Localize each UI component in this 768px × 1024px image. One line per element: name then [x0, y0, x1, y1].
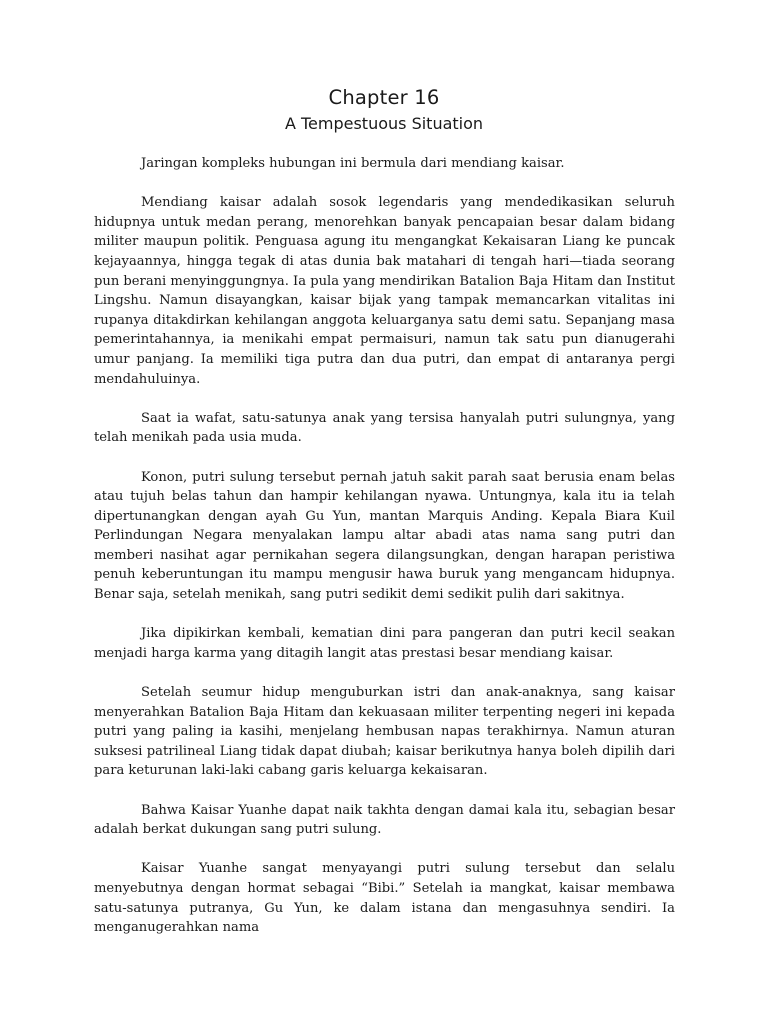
paragraph: Saat ia wafat, satu-satunya anak yang tersisa hanyalah putri sulungnya, yang telah menikah pada usia muda.	[94, 410, 675, 446]
paragraph: Konon, putri sulung tersebut pernah jatuh sakit parah saat berusia enam belas atau tujuh belas tahun dan hampir kehilangan nyawa. Untungnya, kala itu ia telah dipertunangkan dengan ayah Gu Yun, mantan Marquis Anding. Kepala Biara Kuil Perlindungan Negara menyalakan lampu altar abadi atas nama sang putri dan memberi nasihat agar pernikahan segera dilangsungkan, dengan harapan peristiwa penuh keberuntungan itu mampu mengusir hawa buruk yang mengancam hidupnya. Benar saja, setelah menikah, sang putri sedikit demi sedikit pulih dari sakitnya.	[94, 469, 675, 603]
paragraph: Mendiang kaisar adalah sosok legendaris yang mendedikasikan seluruh hidupnya untuk medan perang, menorehkan banyak pencapaian besar dalam bidang militer maupun politik. Penguasa agung itu mengangkat Kekaisaran Liang ke puncak kejayaannya, hingga tegak di atas dunia bak matahari di tengah hari—tiada seorang pun berani menyinggungnya. Ia pula yang mendirikan Batalion Baja Hitam dan Institut Lingshu. Namun disayangkan, kaisar bijak yang tampak memancarkan vitalitas ini rupanya ditakdirkan kehilangan anggota keluarganya satu demi satu. Sepanjang masa pemerintahannya, ia menikahi empat permaisuri, namun tak satu pun dianugerahi umur panjang. Ia memiliki tiga putra dan dua putri, dan empat di antaranya pergi mendahuluinya.	[94, 195, 675, 387]
paragraph: Kaisar Yuanhe sangat menyayangi putri sulung tersebut dan selalu menyebutnya dengan hormat sebagai “Bibi.” Setelah ia mangkat, kaisar membawa satu-satunya putranya, Gu Yun, ke dalam istana dan mengasuhnya sendiri. Ia menganugerahkan nama	[94, 861, 675, 936]
paragraph: Bahwa Kaisar Yuanhe dapat naik takhta dengan damai kala itu, sebagian besar adalah berkat dukungan sang putri sulung.	[94, 802, 675, 838]
chapter-title: Chapter 16	[328, 86, 440, 109]
chapter-subtitle: A Tempestuous Situation	[284, 114, 484, 133]
paragraph: Jika dipikirkan kembali, kematian dini para pangeran dan putri kecil seakan menjadi harga karma yang ditagih langit atas prestasi besar mendiang kaisar.	[94, 626, 675, 661]
paragraph: Jaringan kompleks hubungan ini bermula dari mendiang kaisar.	[141, 156, 565, 171]
chapter-body	[94, 154, 675, 957]
paragraph: Setelah seumur hidup menguburkan istri dan anak-anaknya, sang kaisar menyerahkan Batalion Baja Hitam dan kekuasaan militer terpenting negeri ini kepada putri yang paling ia kasihi, menjelang hembusan napas terakhirnya. Namun aturan suksesi patrilineal Liang tidak dapat diubah; kaisar berikutnya hanya boleh dipilih dari para keturunan laki-laki cabang garis keluarga kekaisaran.	[94, 685, 675, 779]
